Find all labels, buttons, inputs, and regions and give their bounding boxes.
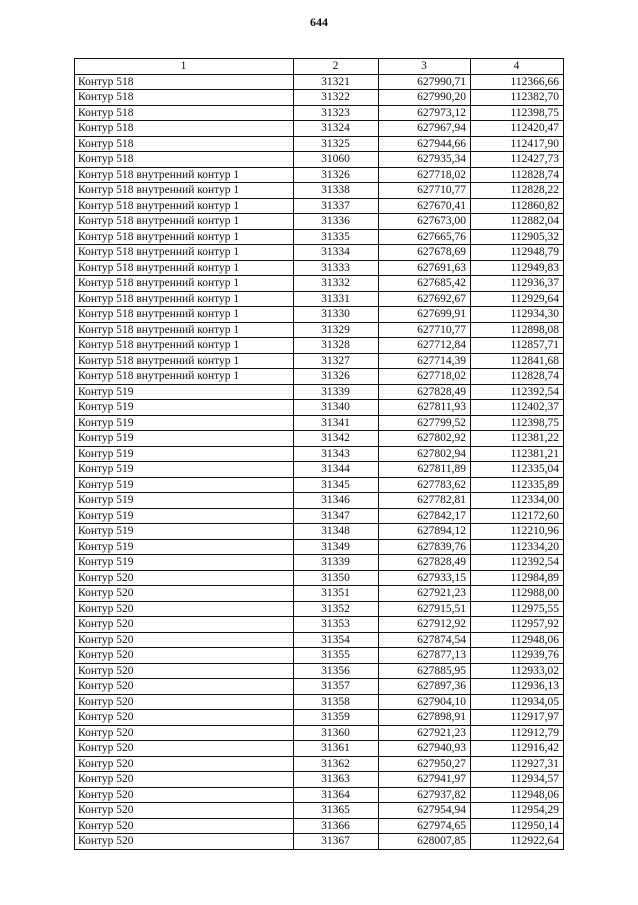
point-number-cell: 31357 xyxy=(294,679,379,695)
contour-name-cell: Контур 520 xyxy=(75,601,294,617)
y-coordinate-cell: 112934,57 xyxy=(471,772,564,788)
point-number-cell: 31333 xyxy=(294,260,379,276)
table-row xyxy=(75,725,564,741)
y-coordinate-cell: 112335,89 xyxy=(471,477,564,493)
contour-name-cell: Контур 518 внутренний контур 1 xyxy=(75,245,294,261)
contour-name-cell: Контур 519 xyxy=(75,524,294,540)
contour-name-cell: Контур 519 xyxy=(75,555,294,571)
x-coordinate-cell: 627714,39 xyxy=(379,353,471,369)
x-coordinate-cell: 627935,34 xyxy=(379,152,471,168)
x-coordinate-cell: 627894,12 xyxy=(379,524,471,540)
table-row xyxy=(75,555,564,571)
x-coordinate-cell: 627921,23 xyxy=(379,586,471,602)
contour-name-cell: Контур 518 внутренний контур 1 xyxy=(75,291,294,307)
contour-name-cell: Контур 520 xyxy=(75,679,294,695)
point-number-cell: 31354 xyxy=(294,632,379,648)
table-row xyxy=(75,152,564,168)
x-coordinate-cell: 627940,93 xyxy=(379,741,471,757)
point-number-cell: 31338 xyxy=(294,183,379,199)
x-coordinate-cell: 627783,62 xyxy=(379,477,471,493)
y-coordinate-cell: 112917,97 xyxy=(471,710,564,726)
point-number-cell: 31356 xyxy=(294,663,379,679)
point-number-cell: 31324 xyxy=(294,121,379,137)
point-number-cell: 31361 xyxy=(294,741,379,757)
contour-name-cell: Контур 520 xyxy=(75,787,294,803)
point-number-cell: 31325 xyxy=(294,136,379,152)
table-row xyxy=(75,524,564,540)
table-row xyxy=(75,400,564,416)
x-coordinate-cell: 627904,10 xyxy=(379,694,471,710)
y-coordinate-cell: 112172,60 xyxy=(471,508,564,524)
x-coordinate-cell: 627802,94 xyxy=(379,446,471,462)
point-number-cell: 31321 xyxy=(294,74,379,90)
table-row xyxy=(75,756,564,772)
table-header-row xyxy=(75,59,564,75)
table-row xyxy=(75,214,564,230)
point-number-cell: 31349 xyxy=(294,539,379,555)
y-coordinate-cell: 112936,37 xyxy=(471,276,564,292)
y-coordinate-cell: 112392,54 xyxy=(471,555,564,571)
contour-name-cell: Контур 520 xyxy=(75,772,294,788)
table-row xyxy=(75,834,564,850)
contour-name-cell: Контур 520 xyxy=(75,818,294,834)
contour-name-cell: Контур 518 внутренний контур 1 xyxy=(75,307,294,323)
column-header: 4 xyxy=(471,59,564,75)
table-row xyxy=(75,570,564,586)
x-coordinate-cell: 627950,27 xyxy=(379,756,471,772)
contour-name-cell: Контур 518 xyxy=(75,74,294,90)
table-row xyxy=(75,322,564,338)
contour-name-cell: Контур 519 xyxy=(75,400,294,416)
x-coordinate-cell: 627692,67 xyxy=(379,291,471,307)
point-number-cell: 31335 xyxy=(294,229,379,245)
point-number-cell: 31352 xyxy=(294,601,379,617)
point-number-cell: 31363 xyxy=(294,772,379,788)
y-coordinate-cell: 112828,74 xyxy=(471,369,564,385)
x-coordinate-cell: 627990,20 xyxy=(379,90,471,106)
contour-name-cell: Контур 518 xyxy=(75,90,294,106)
y-coordinate-cell: 112934,30 xyxy=(471,307,564,323)
contour-name-cell: Контур 520 xyxy=(75,586,294,602)
point-number-cell: 31344 xyxy=(294,462,379,478)
table-row xyxy=(75,198,564,214)
contour-name-cell: Контур 518 внутренний контур 1 xyxy=(75,198,294,214)
column-header: 3 xyxy=(379,59,471,75)
table-row xyxy=(75,477,564,493)
x-coordinate-cell: 627898,91 xyxy=(379,710,471,726)
contour-name-cell: Контур 520 xyxy=(75,648,294,664)
y-coordinate-cell: 112916,42 xyxy=(471,741,564,757)
table-row xyxy=(75,679,564,695)
y-coordinate-cell: 112933,02 xyxy=(471,663,564,679)
y-coordinate-cell: 112882,04 xyxy=(471,214,564,230)
y-coordinate-cell: 112335,04 xyxy=(471,462,564,478)
x-coordinate-cell: 627973,12 xyxy=(379,105,471,121)
x-coordinate-cell: 627897,36 xyxy=(379,679,471,695)
y-coordinate-cell: 112402,37 xyxy=(471,400,564,416)
x-coordinate-cell: 627685,42 xyxy=(379,276,471,292)
y-coordinate-cell: 112948,06 xyxy=(471,632,564,648)
x-coordinate-cell: 627811,93 xyxy=(379,400,471,416)
x-coordinate-cell: 627699,91 xyxy=(379,307,471,323)
contour-name-cell: Контур 518 внутренний контур 1 xyxy=(75,183,294,199)
table-row xyxy=(75,648,564,664)
table-row xyxy=(75,167,564,183)
table-row xyxy=(75,105,564,121)
x-coordinate-cell: 628007,85 xyxy=(379,834,471,850)
y-coordinate-cell: 112954,29 xyxy=(471,803,564,819)
contour-name-cell: Контур 518 внутренний контур 1 xyxy=(75,229,294,245)
contour-name-cell: Контур 518 внутренний контур 1 xyxy=(75,369,294,385)
contour-name-cell: Контур 519 xyxy=(75,446,294,462)
x-coordinate-cell: 627782,81 xyxy=(379,493,471,509)
table-body xyxy=(75,74,564,849)
y-coordinate-cell: 112381,22 xyxy=(471,431,564,447)
table-row xyxy=(75,74,564,90)
y-coordinate-cell: 112420,47 xyxy=(471,121,564,137)
y-coordinate-cell: 112841,68 xyxy=(471,353,564,369)
table-row xyxy=(75,632,564,648)
contour-name-cell: Контур 518 xyxy=(75,136,294,152)
y-coordinate-cell: 112427,73 xyxy=(471,152,564,168)
contour-name-cell: Контур 520 xyxy=(75,756,294,772)
contour-name-cell: Контур 519 xyxy=(75,539,294,555)
contour-name-cell: Контур 519 xyxy=(75,508,294,524)
y-coordinate-cell: 112398,75 xyxy=(471,105,564,121)
table-row xyxy=(75,617,564,633)
column-header: 2 xyxy=(294,59,379,75)
contour-name-cell: Контур 520 xyxy=(75,694,294,710)
table-row xyxy=(75,136,564,152)
x-coordinate-cell: 627915,51 xyxy=(379,601,471,617)
table-row xyxy=(75,601,564,617)
x-coordinate-cell: 627799,52 xyxy=(379,415,471,431)
y-coordinate-cell: 112382,70 xyxy=(471,90,564,106)
point-number-cell: 31366 xyxy=(294,818,379,834)
point-number-cell: 31342 xyxy=(294,431,379,447)
y-coordinate-cell: 112398,75 xyxy=(471,415,564,431)
y-coordinate-cell: 112334,00 xyxy=(471,493,564,509)
contour-name-cell: Контур 518 xyxy=(75,105,294,121)
y-coordinate-cell: 112948,06 xyxy=(471,787,564,803)
y-coordinate-cell: 112366,66 xyxy=(471,74,564,90)
x-coordinate-cell: 627839,76 xyxy=(379,539,471,555)
contour-name-cell: Контур 519 xyxy=(75,493,294,509)
table-row xyxy=(75,384,564,400)
point-number-cell: 31353 xyxy=(294,617,379,633)
point-number-cell: 31367 xyxy=(294,834,379,850)
table-row xyxy=(75,818,564,834)
point-number-cell: 31337 xyxy=(294,198,379,214)
point-number-cell: 31327 xyxy=(294,353,379,369)
page-number: 644 xyxy=(310,15,328,29)
y-coordinate-cell: 112950,14 xyxy=(471,818,564,834)
column-header: 1 xyxy=(75,59,294,75)
point-number-cell: 31351 xyxy=(294,586,379,602)
table-row xyxy=(75,663,564,679)
contour-name-cell: Контур 519 xyxy=(75,431,294,447)
x-coordinate-cell: 627718,02 xyxy=(379,369,471,385)
table-row xyxy=(75,710,564,726)
y-coordinate-cell: 112939,76 xyxy=(471,648,564,664)
contour-name-cell: Контур 520 xyxy=(75,725,294,741)
contour-name-cell: Контур 519 xyxy=(75,415,294,431)
y-coordinate-cell: 112934,05 xyxy=(471,694,564,710)
contour-name-cell: Контур 520 xyxy=(75,834,294,850)
point-number-cell: 31362 xyxy=(294,756,379,772)
table-row xyxy=(75,462,564,478)
table-row xyxy=(75,307,564,323)
contour-name-cell: Контур 520 xyxy=(75,570,294,586)
table-row xyxy=(75,694,564,710)
x-coordinate-cell: 627678,69 xyxy=(379,245,471,261)
x-coordinate-cell: 627944,66 xyxy=(379,136,471,152)
x-coordinate-cell: 627712,84 xyxy=(379,338,471,354)
table-row xyxy=(75,431,564,447)
x-coordinate-cell: 627811,89 xyxy=(379,462,471,478)
table-row xyxy=(75,787,564,803)
point-number-cell: 31330 xyxy=(294,307,379,323)
point-number-cell: 31323 xyxy=(294,105,379,121)
y-coordinate-cell: 112828,22 xyxy=(471,183,564,199)
point-number-cell: 31350 xyxy=(294,570,379,586)
point-number-cell: 31329 xyxy=(294,322,379,338)
y-coordinate-cell: 112381,21 xyxy=(471,446,564,462)
x-coordinate-cell: 627877,13 xyxy=(379,648,471,664)
table-row xyxy=(75,245,564,261)
contour-name-cell: Контур 519 xyxy=(75,384,294,400)
contour-name-cell: Контур 520 xyxy=(75,617,294,633)
coordinates-table xyxy=(74,58,564,850)
contour-name-cell: Контур 520 xyxy=(75,632,294,648)
point-number-cell: 31326 xyxy=(294,167,379,183)
table-row xyxy=(75,586,564,602)
contour-name-cell: Контур 518 xyxy=(75,121,294,137)
y-coordinate-cell: 112936,13 xyxy=(471,679,564,695)
x-coordinate-cell: 627941,97 xyxy=(379,772,471,788)
x-coordinate-cell: 627673,00 xyxy=(379,214,471,230)
x-coordinate-cell: 627842,17 xyxy=(379,508,471,524)
table-row xyxy=(75,539,564,555)
point-number-cell: 31345 xyxy=(294,477,379,493)
point-number-cell: 31339 xyxy=(294,384,379,400)
point-number-cell: 31340 xyxy=(294,400,379,416)
table-row xyxy=(75,369,564,385)
contour-name-cell: Контур 520 xyxy=(75,803,294,819)
y-coordinate-cell: 112860,82 xyxy=(471,198,564,214)
point-number-cell: 31328 xyxy=(294,338,379,354)
contour-name-cell: Контур 518 внутренний контур 1 xyxy=(75,322,294,338)
point-number-cell: 31339 xyxy=(294,555,379,571)
x-coordinate-cell: 627802,92 xyxy=(379,431,471,447)
point-number-cell: 31341 xyxy=(294,415,379,431)
table-row xyxy=(75,90,564,106)
contour-name-cell: Контур 518 внутренний контур 1 xyxy=(75,260,294,276)
x-coordinate-cell: 627921,23 xyxy=(379,725,471,741)
point-number-cell: 31332 xyxy=(294,276,379,292)
point-number-cell: 31355 xyxy=(294,648,379,664)
x-coordinate-cell: 627933,15 xyxy=(379,570,471,586)
table-row xyxy=(75,772,564,788)
x-coordinate-cell: 627974,65 xyxy=(379,818,471,834)
x-coordinate-cell: 627710,77 xyxy=(379,183,471,199)
point-number-cell: 31326 xyxy=(294,369,379,385)
contour-name-cell: Контур 518 внутренний контур 1 xyxy=(75,353,294,369)
x-coordinate-cell: 627828,49 xyxy=(379,384,471,400)
contour-name-cell: Контур 519 xyxy=(75,462,294,478)
point-number-cell: 31060 xyxy=(294,152,379,168)
contour-name-cell: Контур 520 xyxy=(75,663,294,679)
point-number-cell: 31359 xyxy=(294,710,379,726)
contour-name-cell: Контур 520 xyxy=(75,710,294,726)
table-row xyxy=(75,183,564,199)
y-coordinate-cell: 112984,89 xyxy=(471,570,564,586)
x-coordinate-cell: 627691,63 xyxy=(379,260,471,276)
table-row xyxy=(75,803,564,819)
point-number-cell: 31358 xyxy=(294,694,379,710)
x-coordinate-cell: 627718,02 xyxy=(379,167,471,183)
y-coordinate-cell: 112922,64 xyxy=(471,834,564,850)
y-coordinate-cell: 112929,64 xyxy=(471,291,564,307)
point-number-cell: 31348 xyxy=(294,524,379,540)
table-row xyxy=(75,338,564,354)
y-coordinate-cell: 112210,96 xyxy=(471,524,564,540)
x-coordinate-cell: 627828,49 xyxy=(379,555,471,571)
point-number-cell: 31331 xyxy=(294,291,379,307)
contour-name-cell: Контур 518 внутренний контур 1 xyxy=(75,214,294,230)
table-row xyxy=(75,276,564,292)
y-coordinate-cell: 112957,92 xyxy=(471,617,564,633)
x-coordinate-cell: 627665,76 xyxy=(379,229,471,245)
table-row xyxy=(75,121,564,137)
table-row xyxy=(75,229,564,245)
contour-name-cell: Контур 518 внутренний контур 1 xyxy=(75,167,294,183)
contour-name-cell: Контур 520 xyxy=(75,741,294,757)
point-number-cell: 31360 xyxy=(294,725,379,741)
y-coordinate-cell: 112975,55 xyxy=(471,601,564,617)
table-row xyxy=(75,291,564,307)
x-coordinate-cell: 627912,92 xyxy=(379,617,471,633)
point-number-cell: 31347 xyxy=(294,508,379,524)
contour-name-cell: Контур 518 xyxy=(75,152,294,168)
y-coordinate-cell: 112857,71 xyxy=(471,338,564,354)
contour-name-cell: Контур 519 xyxy=(75,477,294,493)
table-row xyxy=(75,493,564,509)
point-number-cell: 31365 xyxy=(294,803,379,819)
x-coordinate-cell: 627954,94 xyxy=(379,803,471,819)
x-coordinate-cell: 627670,41 xyxy=(379,198,471,214)
contour-name-cell: Контур 518 внутренний контур 1 xyxy=(75,276,294,292)
contour-name-cell: Контур 518 внутренний контур 1 xyxy=(75,338,294,354)
point-number-cell: 31364 xyxy=(294,787,379,803)
point-number-cell: 31322 xyxy=(294,90,379,106)
y-coordinate-cell: 112898,08 xyxy=(471,322,564,338)
y-coordinate-cell: 112392,54 xyxy=(471,384,564,400)
table-row xyxy=(75,353,564,369)
y-coordinate-cell: 112948,79 xyxy=(471,245,564,261)
table-row xyxy=(75,446,564,462)
y-coordinate-cell: 112334,20 xyxy=(471,539,564,555)
table-row xyxy=(75,415,564,431)
x-coordinate-cell: 627990,71 xyxy=(379,74,471,90)
x-coordinate-cell: 627937,82 xyxy=(379,787,471,803)
y-coordinate-cell: 112949,83 xyxy=(471,260,564,276)
x-coordinate-cell: 627967,94 xyxy=(379,121,471,137)
table-row xyxy=(75,260,564,276)
y-coordinate-cell: 112988,00 xyxy=(471,586,564,602)
point-number-cell: 31334 xyxy=(294,245,379,261)
table-row xyxy=(75,508,564,524)
x-coordinate-cell: 627885,95 xyxy=(379,663,471,679)
y-coordinate-cell: 112912,79 xyxy=(471,725,564,741)
y-coordinate-cell: 112927,31 xyxy=(471,756,564,772)
x-coordinate-cell: 627710,77 xyxy=(379,322,471,338)
point-number-cell: 31336 xyxy=(294,214,379,230)
point-number-cell: 31346 xyxy=(294,493,379,509)
x-coordinate-cell: 627874,54 xyxy=(379,632,471,648)
y-coordinate-cell: 112828,74 xyxy=(471,167,564,183)
point-number-cell: 31343 xyxy=(294,446,379,462)
y-coordinate-cell: 112905,32 xyxy=(471,229,564,245)
table-row xyxy=(75,741,564,757)
y-coordinate-cell: 112417,90 xyxy=(471,136,564,152)
